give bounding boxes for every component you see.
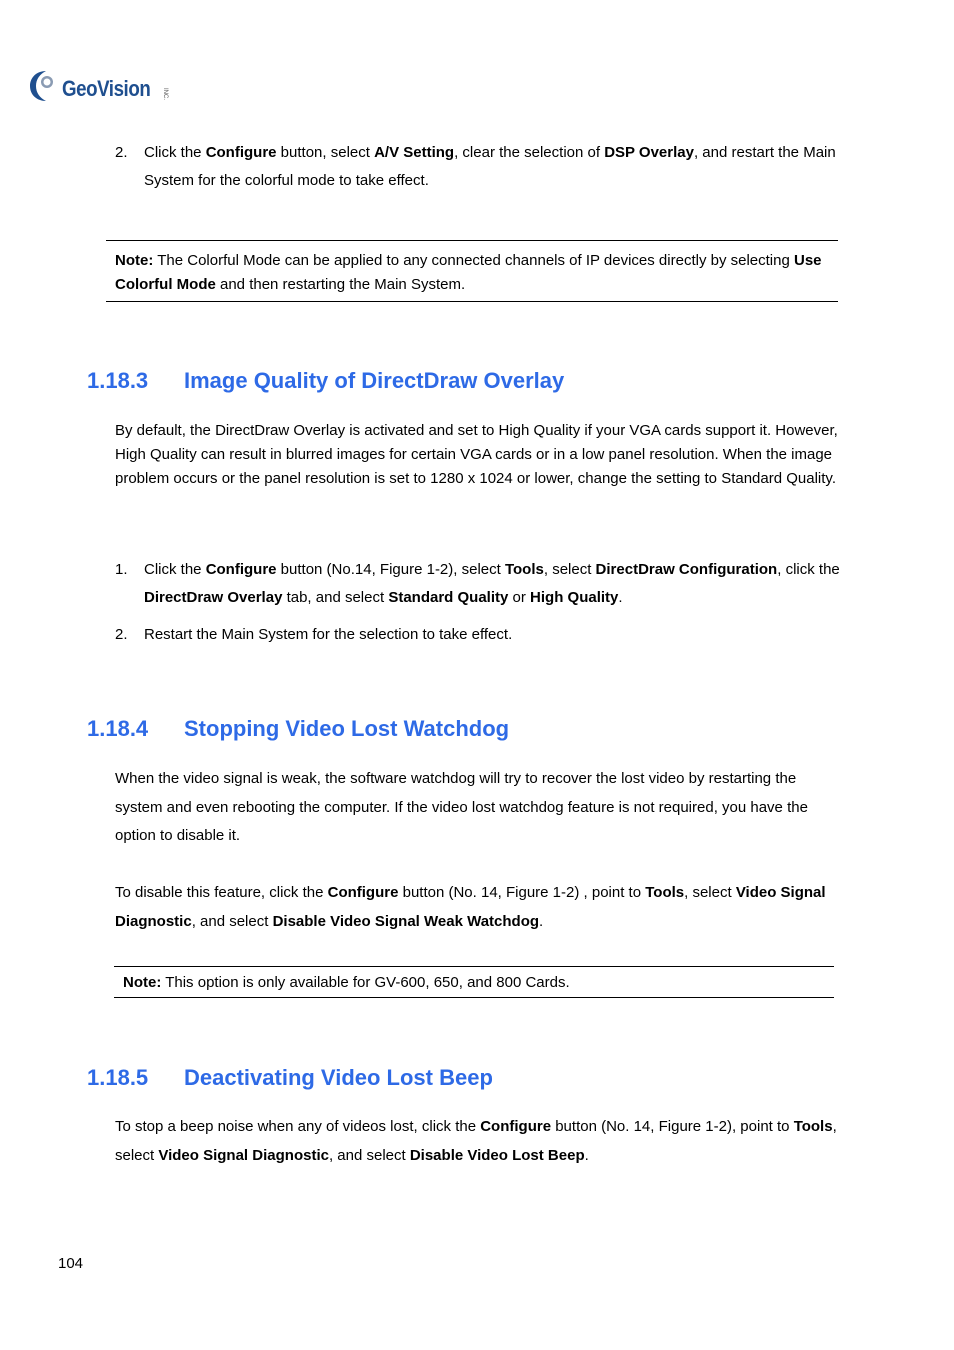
section-title: Image Quality of DirectDraw Overlay xyxy=(184,368,565,393)
section-heading-1-18-4 xyxy=(87,716,509,742)
section-paragraph: To stop a beep noise when any of videos lost, click the Configure button (No. 14, Figure 1-2), point to Tools, select Video Signal Diagnostic, and select Disable Video Lost Beep. xyxy=(115,1118,837,1164)
section-title: Stopping Video Lost Watchdog xyxy=(184,716,510,741)
note-text: Note: The Colorful Mode can be applied to any connected channels of IP devices directly by selecting Use Colorful Mode and then restarting the Main System. xyxy=(115,252,822,293)
step-number: 1. xyxy=(115,561,128,578)
step-2-restart xyxy=(115,621,840,649)
step-text: Restart the Main System for the selection to take effect. xyxy=(144,626,513,643)
geovision-logo xyxy=(28,68,178,108)
section-paragraph-2: To disable this feature, click the Configure button (No. 14, Figure 1-2) , point to Tools, select Video Signal Diagnostic, and select Disable Video Signal Weak Watchdog. xyxy=(115,884,826,930)
section-heading-1-18-5 xyxy=(87,1065,493,1091)
section-number: 1.18.5 xyxy=(87,1065,149,1090)
step-number: 2. xyxy=(115,144,128,161)
logo-trademark: INC. xyxy=(162,88,168,100)
note-text: Note: This option is only available for GV-600, 650, and 800 Cards. xyxy=(123,974,570,991)
step-text: Click the Configure button, select A/V Setting, clear the selection of DSP Overlay, and restart the Main System for the colorful mode to take effect. xyxy=(144,144,836,189)
section-number: 1.18.3 xyxy=(87,368,149,393)
section-number: 1.18.4 xyxy=(87,716,149,741)
section-heading-1-18-3 xyxy=(87,368,564,394)
step-2-colorful-mode xyxy=(115,139,840,195)
logo-text: GeoVision xyxy=(62,76,151,101)
page-number: 104 xyxy=(58,1255,84,1272)
step-text: Click the Configure button (No.14, Figure 1-2), select Tools, select DirectDraw Configuration, click the DirectDraw Overlay tab, and select Standard Quality or High Quality. xyxy=(144,561,840,606)
note-box xyxy=(114,966,834,998)
section-paragraph: By default, the DirectDraw Overlay is activated and set to High Quality if your VGA cards support it. However, High Quality can result in blurred images for certain VGA cards or in a low panel resolution. When the image problem occurs or the panel resolution is set to 1280 x 1024 or lower, change the setting to Standard Quality. xyxy=(115,422,838,487)
section-title: Deactivating Video Lost Beep xyxy=(184,1065,493,1090)
note-box xyxy=(106,240,838,302)
step-1-directdraw xyxy=(115,556,840,612)
step-number: 2. xyxy=(115,626,128,643)
section-paragraph: When the video signal is weak, the software watchdog will try to recover the lost video by restarting the system and even rebooting the computer. If the video lost watchdog feature is not required, you have the option to disable it. xyxy=(115,770,808,844)
geovision-swoosh-icon xyxy=(28,68,62,104)
